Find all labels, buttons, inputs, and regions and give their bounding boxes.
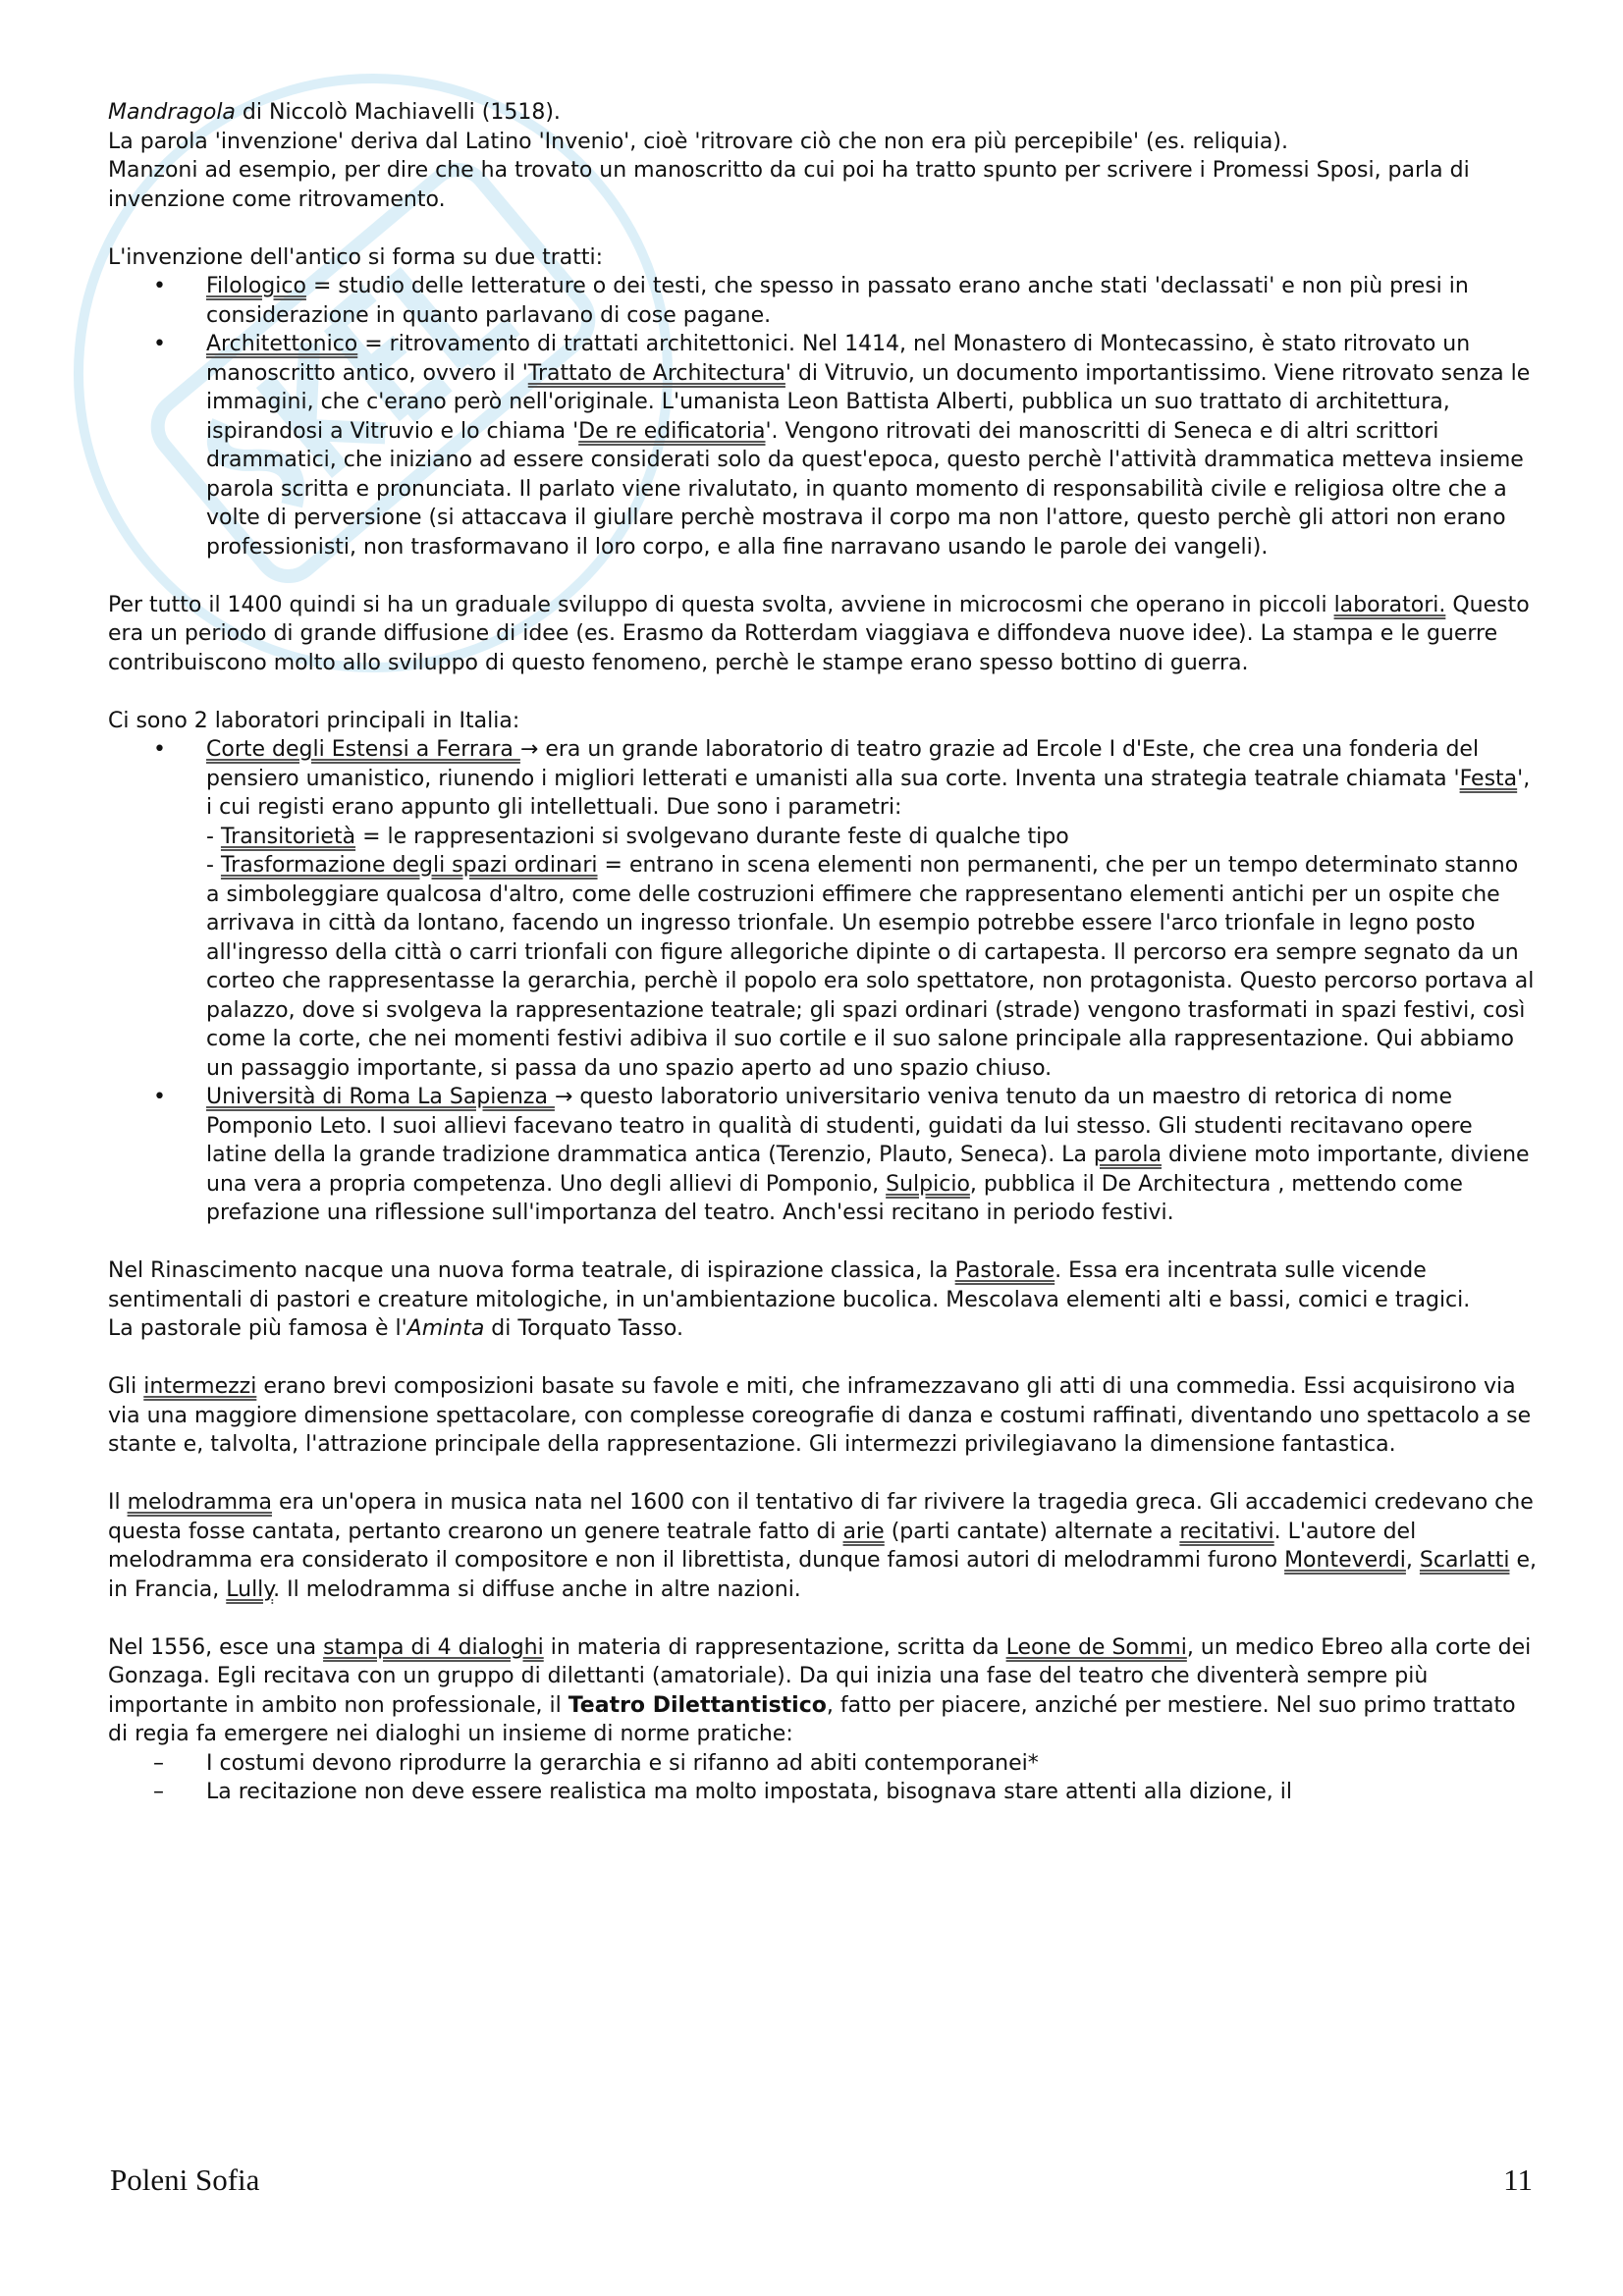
document-body (108, 98, 1537, 1807)
paragraph-invenzione: La parola 'invenzione' deriva dal Latino 'Invenio', cioè 'ritrovare ciò che non era più percepibile' (es. reliquia). (108, 129, 1288, 154)
list-item: • Architettonico = ritrovamento di trattati architettonici. Nel 1414, nel Monastero di Montecassino, è stato ritrovato un manoscritto antico, ovvero il 'Trattato de Architectura' di Vitruvio, un documento importantissimo. Viene ritrovato senza le immagini, che c'erano però nell'originale. L'umanista Leon Battista Alberti, pubblica un suo trattato di architettura, ispirandosi a Vitruvio e lo chiama 'De re edificatoria'. Vengono ritrovati dei manoscritti di Seneca e di altri scrittori drammatici, che iniziano ad essere considerati solo da quest'epoca, questo perchè l'attività drammatica metteva insieme parola scritta e pronunciata. Il parlato viene rivalutato, in quanto momento di responsabilità civile e religiosa oltre che a volte di perversione (si attaccava il giullare perchè mostrava il corpo ma non l'attore, questo perchè gli attori non erano professionisti, non trasformavano il loro corpo, e alla fine narravano usando le parole dei vangeli). (108, 330, 1537, 561)
paragraph-invenzione-antico: L'invenzione dell'antico si forma su due tratti: (108, 244, 604, 270)
paragraph-intermezzi: Gli intermezzi erano brevi composizioni basate su favole e miti, che inframezzavano gli atti di una commedia. Essi acquisirono via via una maggiore dimensione spettacolare, con complesse coreografie di danza e costumi raffinati, diventando uno spettacolo a se stante e, talvolta, l'attrazione principale della rappresentazione. Gli intermezzi privilegiavano la dimensione fantastica. (108, 1374, 1532, 1457)
list-item: • Filologico = studio delle letterature o dei testi, che spesso in passato erano anche stati 'declassati' e non più presi in considerazione in quanto parlavano di cose pagane. (108, 272, 1537, 330)
paragraph-1556: Nel 1556, esce una stampa di 4 dialoghi in materia di rappresentazione, scritta da Leone de Sommi, un medico Ebreo alla corte dei Gonzaga. Egli recitava con un gruppo di dilettanti (amatoriale). Da qui inizia una fase del teatro che diventerà sempre più importante in ambito non professionale, il Teatro Dilettantistico, fatto per piacere, anziché per mestiere. Nel suo primo trattato di regia fa emergere nei dialoghi un insieme di norme pratiche: (108, 1634, 1532, 1746)
list-item: • Università di Roma La Sapienza → questo laboratorio universitario veniva tenuto da un maestro di retorica di nome Pomponio Leto. I suoi allievi facevano teatro in qualità di studenti, guidati da lui stesso. Gli studenti recitavano opere latine della la grande tradizione drammatica antica (Terenzio, Plauto, Seneca). La parola diviene moto importante, diviene una vera a propria competenza. Uno degli allievi di Pomponio, Sulpicio, pubblica il De Architectura , mettendo come prefazione una riflessione sull'importanza del teatro. Anch'essi recitano in periodo festivi. (108, 1083, 1537, 1228)
paragraph-1400: Per tutto il 1400 quindi si ha un graduale sviluppo di questa svolta, avviene in microcosmi che operano in piccoli laboratori. Questo era un periodo di grande diffusione di idee (es. Erasmo da Rotterdam viaggiava e diffondeva nuove idee). La stampa e le guerre contribuiscono molto allo sviluppo di questo fenomeno, perchè le stampe erano spesso bottino di guerra. (108, 592, 1530, 675)
page-number: 11 (1503, 2163, 1533, 2197)
list-laboratori (108, 735, 1537, 1228)
paragraph-laboratori: Ci sono 2 laboratori principali in Italia: (108, 708, 520, 733)
paragraph-melodramma: Il melodramma era un'opera in musica nata nel 1600 con il tentativo di far rivivere la tragedia greca. Gli accademici credevano che questa fosse cantata, pertanto crearono un genere teatrale fatto di arie (parti cantate) alternate a recitativi. L'autore del melodramma era considerato il compositore e non il librettista, dunque famosi autori di melodrammi furono Monteverdi, Scarlatti e, in Francia, Lully. Il melodramma si diffuse anche in altre nazioni. (108, 1490, 1537, 1602)
paragraph-manzoni: Manzoni ad esempio, per dire che ha trovato un manoscritto da cui poi ha tratto spunto per scrivere i Promessi Sposi, parla di invenzione come ritrovamento. (108, 158, 1470, 212)
list-item: – La recitazione non deve essere realistica ma molto impostata, bisognava stare attenti alla dizione, il (108, 1778, 1537, 1807)
list-item: – I costumi devono riprodurre la gerarchia e si rifanno ad abiti contemporanei* (108, 1749, 1537, 1779)
paragraph-intro-title: Mandragola di Niccolò Machiavelli (1518). (108, 100, 561, 125)
list-item: • Corte degli Estensi a Ferrara → era un grande laboratorio di teatro grazie ad Ercole I d'Este, che crea una fonderia del pensiero umanistico, riunendo i migliori letterati e umanisti alla sua corte. Inventa una strategia teatrale chiamata 'Festa', i cui registi erano appunto gli intellettuali. Due sono i parametri: - Transitorietà = le rappresentazioni si svolgevano durante feste di qualche tipo - Trasformazione degli spazi ordinari = entrano in scena elementi non permanenti, che per un tempo determinato stanno a simboleggiare qualcosa d'altro, come delle costruzioni effimere che rappresentano elementi antichi per un ospite che arrivava in città da lontano, facendo un ingresso trionfale. Un esempio potrebbe essere l'arco trionfale in legno posto all'ingresso della città o carri trionfali con figure allegoriche dipinte o di cartapesta. Il percorso era sempre segnato da un corteo che rappresentasse la gerarchia, perchè il popolo era solo spettatore, non protagonista. Questo percorso portava al palazzo, dove si svolgeva la rappresentazione teatrale; gli spazi ordinari (strade) vengono trasformati in spazi festivi, così come la corte, che nei momenti festivi adibiva il suo cortile e il suo salone principale alla rappresentazione. Qui abbiamo un passaggio importante, si passa da uno spazio aperto ad uno spazio chiuso. (108, 735, 1537, 1083)
paragraph-pastorale: Nel Rinascimento nacque una nuova forma teatrale, di ispirazione classica, la Pastorale. Essa era incentrata sulle vicende sentimentali di pastori e creature mitologiche, in un'ambientazione bucolica. Mescolava elementi alti e bassi, comici e tragici. (108, 1258, 1471, 1312)
list-tratti (108, 272, 1537, 561)
list-norme (108, 1749, 1537, 1807)
footer-author: Poleni Sofia (110, 2163, 260, 2197)
paragraph-aminta: La pastorale più famosa è l'Aminta di Torquato Tasso. (108, 1316, 683, 1341)
